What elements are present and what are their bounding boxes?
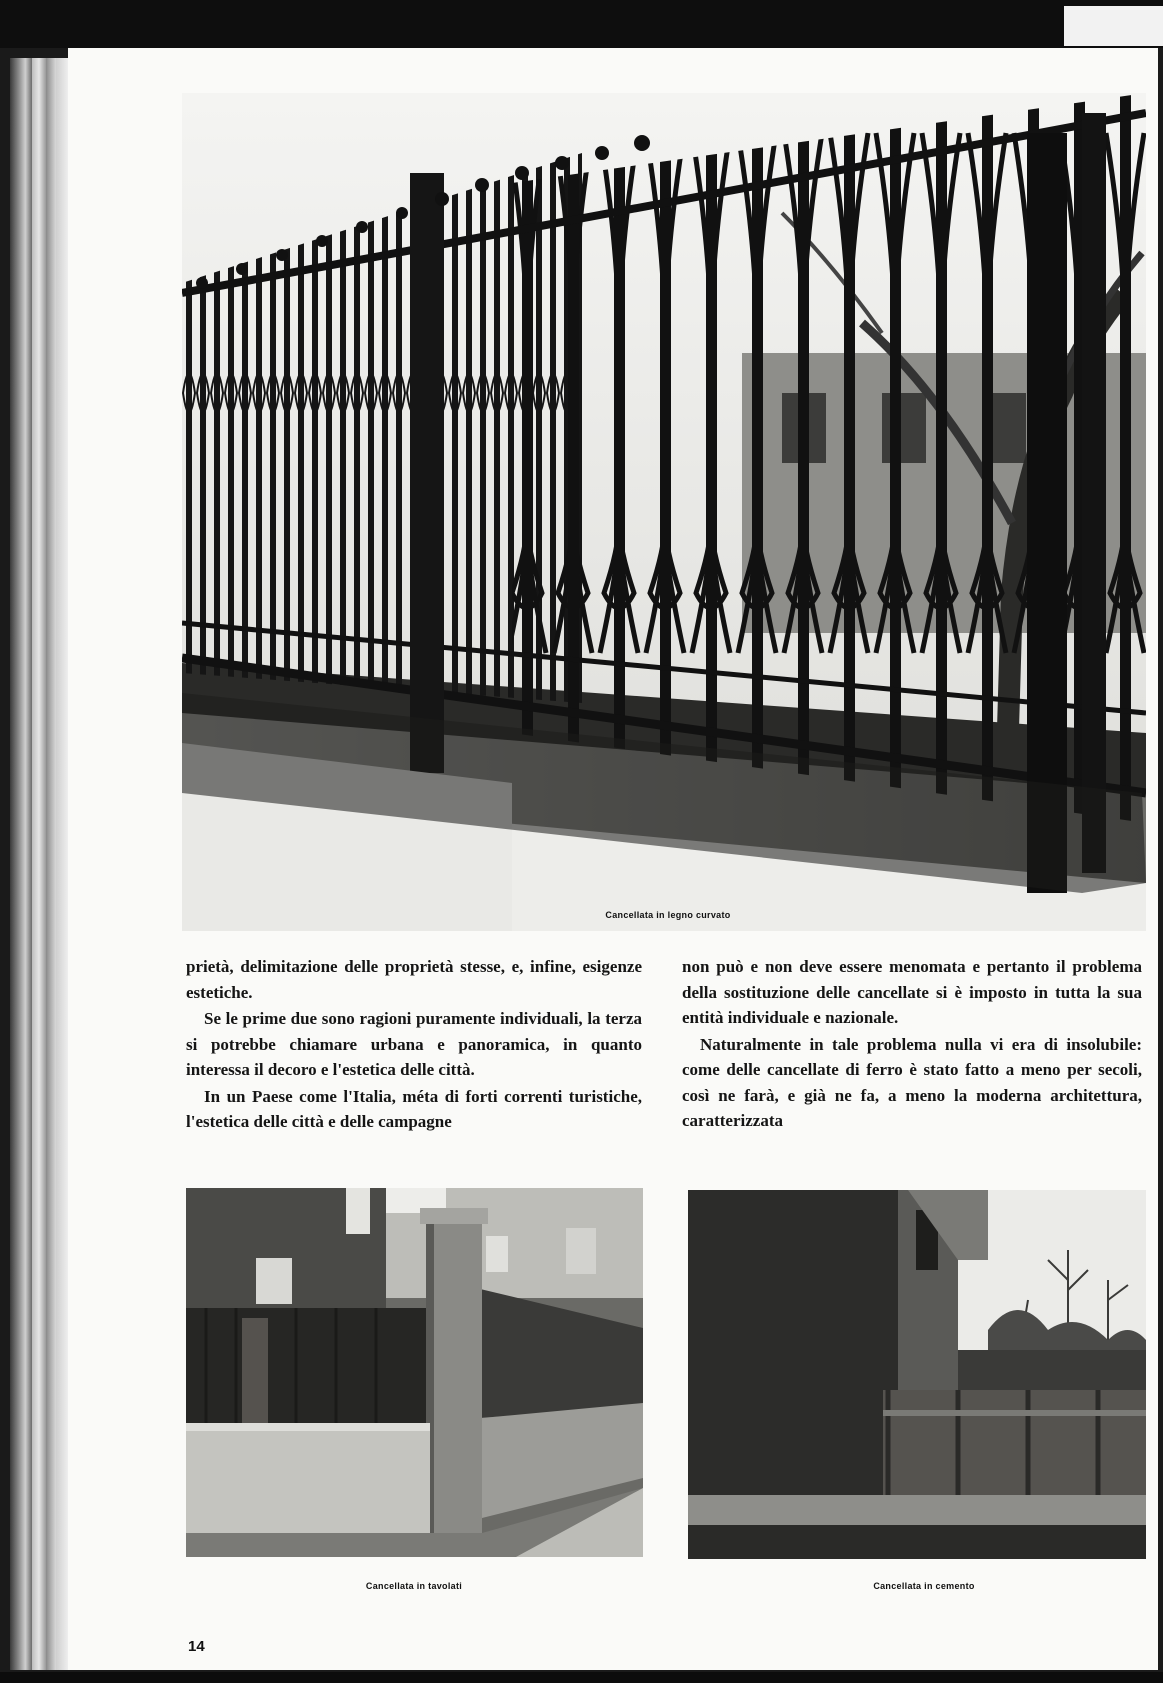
caption-bottom-right-photo: Cancellata in cemento [873, 1581, 975, 1591]
book-edge [46, 58, 56, 1670]
concrete-fence-graphic [688, 1190, 1146, 1559]
paragraph: non può e non deve essere menomata e pertanto il problema della sostituzione delle cancellate si è imposto in tutta la sua entità individuale e nazionale. [682, 957, 1142, 1027]
paragraph: prietà, delimitazione delle proprietà stesse, e, infine, esigenze estetiche. [186, 957, 642, 1002]
scan-border-top [0, 0, 1163, 48]
photo-plank-fence [186, 1188, 643, 1557]
paragraph: Naturalmente in tale problema nulla vi era di insolubile: come delle cancellate di ferro è stato fatto a meno per secoli, così ne farà, e già ne fa, a meno la moderna architettura, caratterizzata [682, 1034, 1142, 1130]
page-number: 14 [188, 1638, 205, 1655]
text-column-right [682, 954, 1142, 1134]
fence-photo-graphic [182, 93, 1146, 931]
text-column-left [186, 954, 642, 1135]
paragraph: Se le prime due sono ragioni puramente individuali, la terza si potrebbe chiamare urbana e panoramica, in quanto interessa il decoro e l'estetica delle città. [186, 1009, 642, 1079]
photo-concrete-fence [688, 1190, 1146, 1559]
book-edge [32, 58, 46, 1670]
book-edge [10, 58, 32, 1670]
scan-paper-tab [1064, 6, 1163, 46]
magazine-page [68, 48, 1158, 1670]
scan-border-bottom [0, 1672, 1163, 1683]
photo-curved-wood-fence [182, 93, 1146, 931]
caption-bottom-left-photo: Cancellata in tavolati [365, 1581, 463, 1591]
paragraph: In un Paese come l'Italia, méta di forti correnti turistiche, l'estetica delle città e delle campagne [186, 1086, 642, 1131]
plank-fence-graphic [186, 1188, 643, 1557]
caption-main-photo: Cancellata in legno curvato [605, 910, 731, 920]
